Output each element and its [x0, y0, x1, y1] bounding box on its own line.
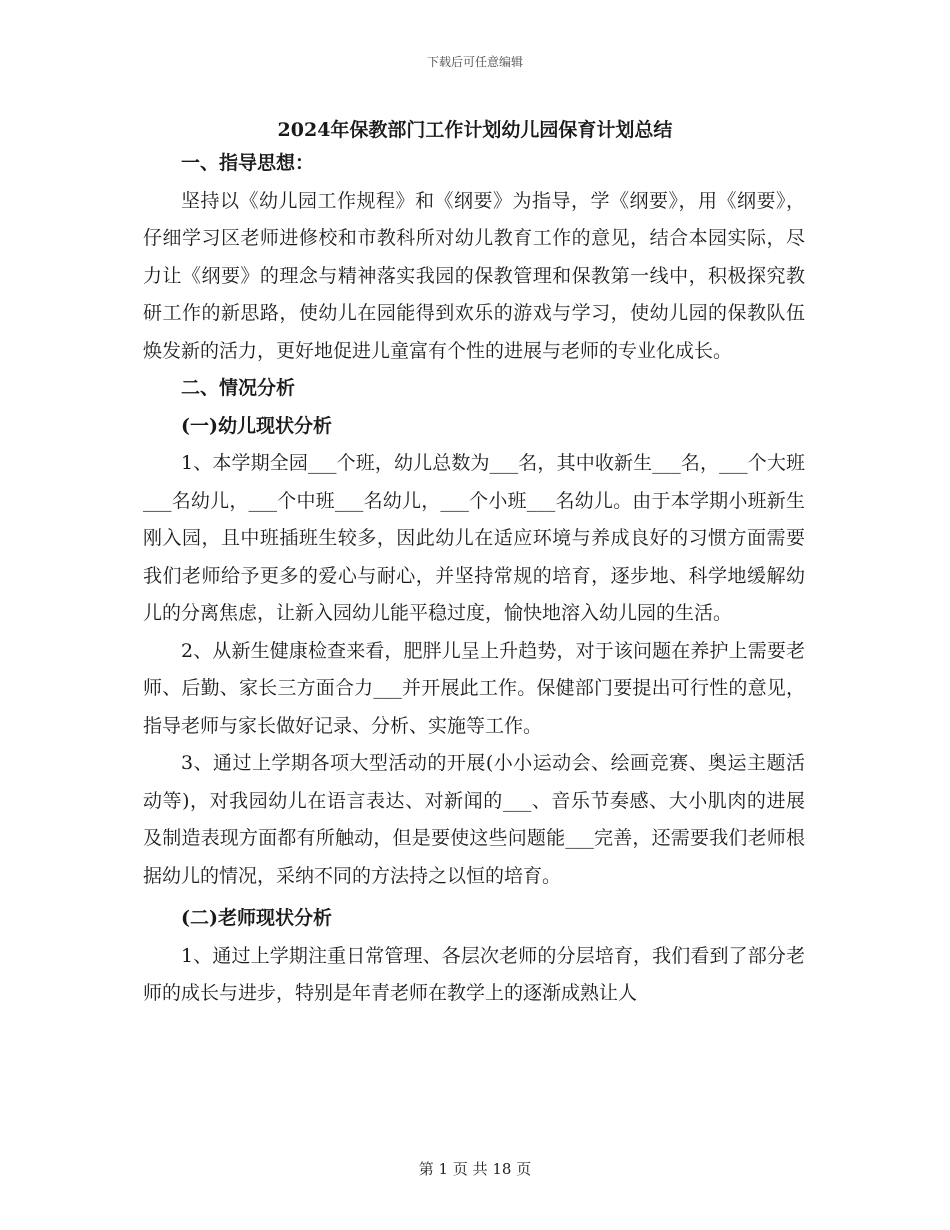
paragraph-teacher-status-1: 1、通过上学期注重日常管理、各层次老师的分层培育，我们看到了部分老师的成长与进步，特别是年青老师在教学上的逐渐成熟让人 — [143, 944, 805, 1004]
document-title: 2024年保教部门工作计划幼儿园保育计划总结 — [277, 119, 673, 141]
subsection-heading-teacher-status: (二)老师现状分析 — [181, 907, 332, 929]
section-heading-situation-analysis: 二、情况分析 — [181, 377, 296, 399]
paragraph-guiding-ideology: 坚持以《幼儿园工作规程》和《纲要》为指导，学《纲要》，用《纲要》，仔细学习区老师进修校和市教科所对幼儿教育工作的意见，结合本园实际，尽力让《纲要》的理念与精神落实我园的保教管理和保教第一线中，积极探究教研工作的新思路，使幼儿在园能得到欢乐的游戏与学习，使幼儿园的保教队伍焕发新的活力，更好地促进儿童富有个性的进展与老师的专业化成长。 — [143, 189, 805, 362]
paragraph-children-status-3: 3、通过上学期各项大型活动的开展(小小运动会、绘画竞赛、奥运主题活动等)，对我园幼儿在语言表达、对新闻的___、音乐节奏感、大小肌肉的进展及制造表现方面都有所触动，但是要使这些问题能___完善，还需要我们老师根据幼儿的情况，采纳不同的方法持之以恒的培育。 — [143, 752, 805, 887]
page-header: 下载后可任意编辑 — [426, 55, 523, 69]
paragraph-children-status-2: 2、从新生健康检查来看，肥胖儿呈上升趋势，对于该问题在养护上需要老师、后勤、家长三方面合力___并开展此工作。保健部门要提出可行性的意见，指导老师与家长做好记录、分析、实施等工作。 — [143, 639, 805, 737]
section-heading-guiding-ideology: 一、指导思想： — [181, 152, 315, 174]
paragraph-children-status-1: 1、本学期全园___个班，幼儿总数为___名，其中收新生___名，___个大班___名幼儿，___个中班___名幼儿，___个小班___名幼儿。由于本学期小班新生刚入园，且中班插班生较多，因此幼儿在适应环境与养成良好的习惯方面需要我们老师给予更多的爱心与耐心，并坚持常规的培育，逐步地、科学地缓解幼儿的分离焦虑，让新入园幼儿能平稳过度，愉快地溶入幼儿园的生活。 — [143, 452, 805, 624]
page-footer-page-number: 第 1 页 共 18 页 — [418, 1160, 532, 1178]
subsection-heading-children-status: (一)幼儿现状分析 — [181, 414, 332, 437]
document-body — [143, 145, 805, 1013]
